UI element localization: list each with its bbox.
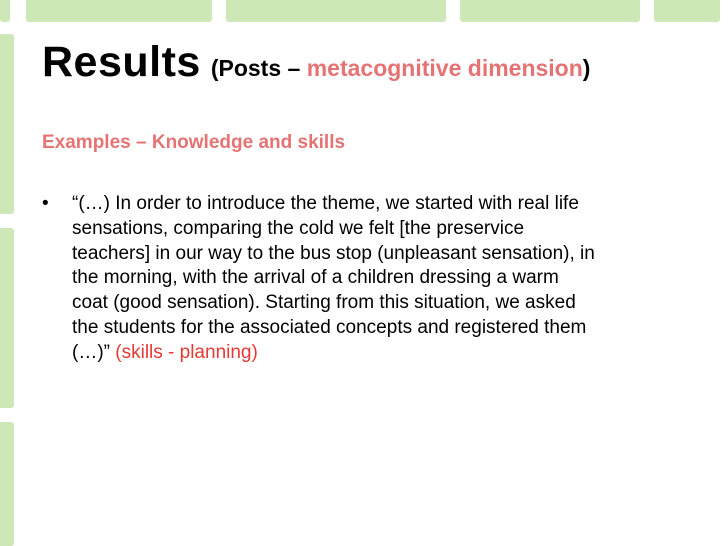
bullet-item — [42, 192, 692, 366]
quote-last-text: (…)” — [72, 341, 116, 363]
slide-title — [42, 38, 590, 87]
subtitle-close: ) — [582, 55, 591, 81]
top-decorative-band — [0, 0, 728, 24]
quote-line: coat (good sensation). Starting from this situation, we asked — [72, 292, 576, 314]
section-subheading: Examples – Knowledge and skills — [42, 132, 346, 153]
quote-line: sensations, comparing the cold we felt [the preservice — [72, 217, 525, 239]
decor-tile — [226, 0, 446, 22]
subtitle-highlight: metacognitive dimension — [306, 55, 583, 81]
decor-tile — [0, 34, 14, 214]
quote-line: teachers] in our way to the bus stop (unpleasant sensation), in — [72, 242, 595, 264]
decor-tile — [0, 0, 10, 22]
decor-tile — [0, 422, 14, 546]
bullet-marker: • — [42, 193, 49, 214]
quote-line: “(…) In order to introduce the theme, we started with real life — [72, 193, 579, 214]
title-subtitle — [211, 55, 591, 81]
subtitle-open: (Posts – — [210, 55, 307, 81]
quote-line-last — [72, 341, 692, 366]
quote-text — [72, 192, 692, 366]
quote-line: the morning, with the arrival of a children dressing a warm — [72, 267, 559, 289]
quote-tag: (skills - planning) — [115, 341, 258, 363]
decor-tile — [460, 0, 640, 22]
decor-tile — [654, 0, 720, 22]
quote-line: the students for the associated concepts and registered them — [72, 316, 587, 338]
decor-tile — [0, 228, 14, 408]
title-main: Results — [42, 38, 201, 86]
decor-tile — [26, 0, 212, 22]
left-decorative-band — [0, 24, 22, 546]
